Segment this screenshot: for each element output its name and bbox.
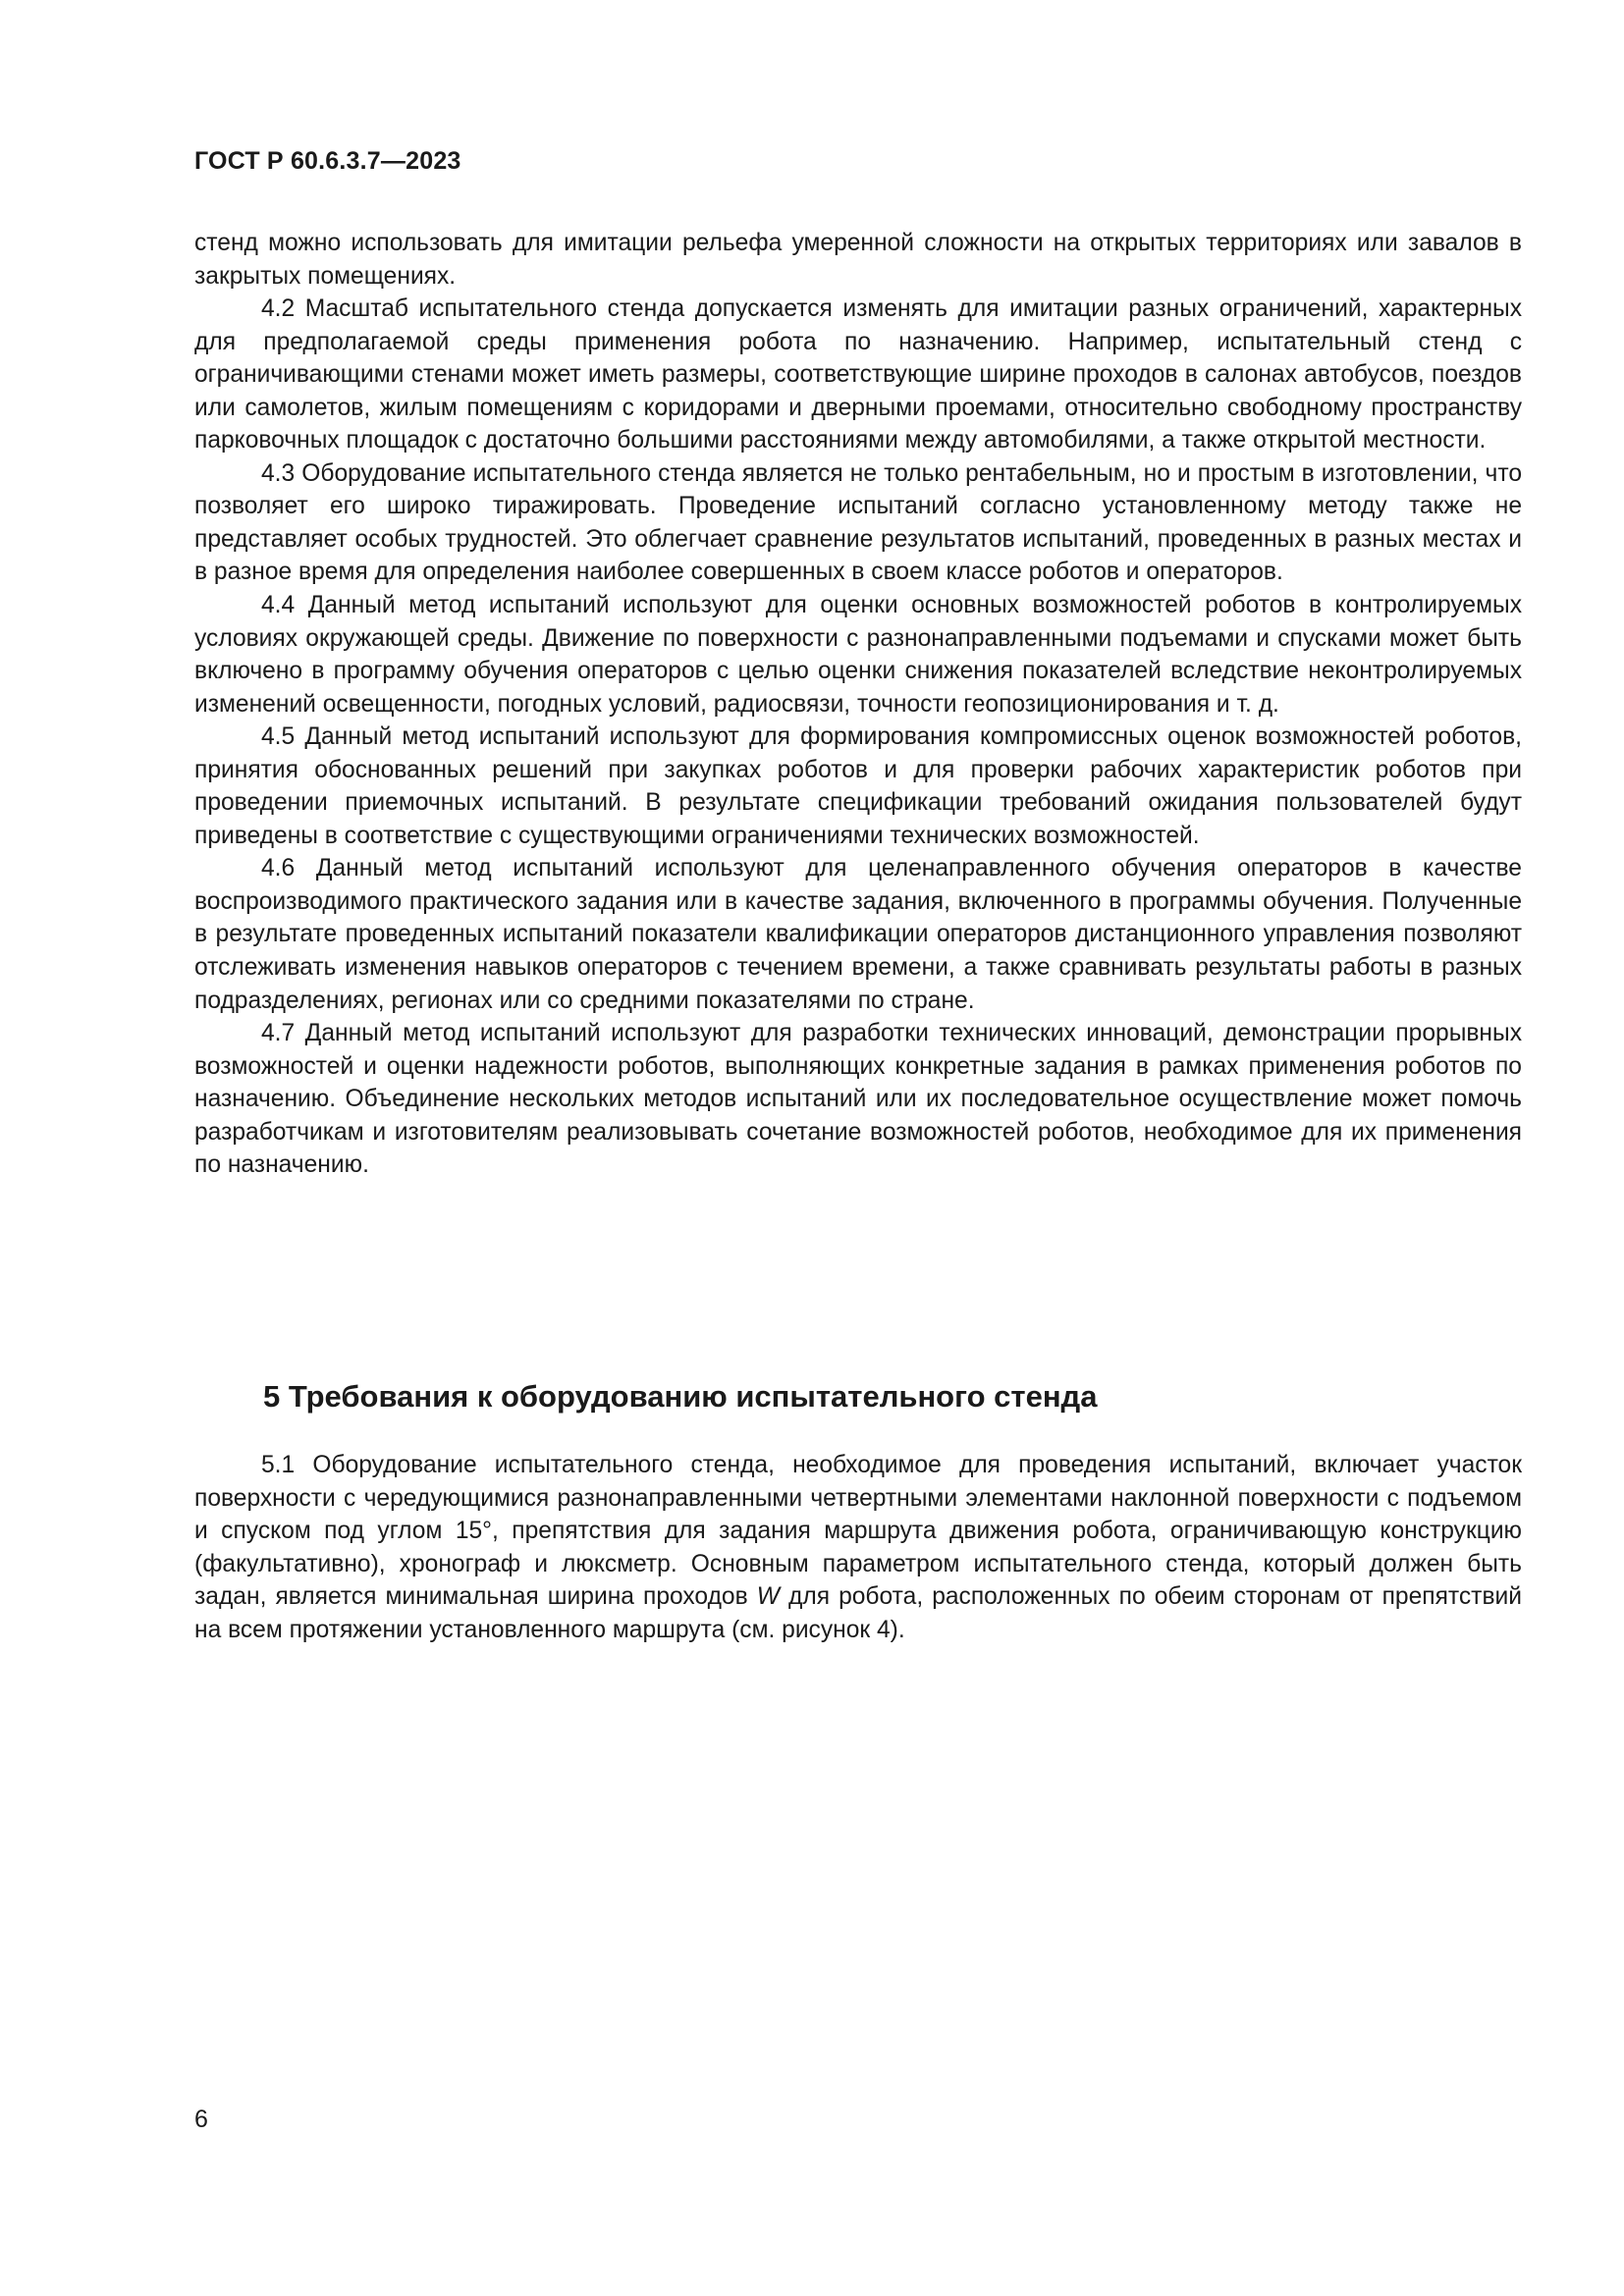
paragraph-4-2: 4.2 Масштаб испытательного стенда допускается изменять для имитации разных ограничений, характерных для предполагаемой среды применения робота по назначению. Например, испытательный стенд с ограничивающими стенами может иметь размеры, соответствующие ширине проходов в салонах автобусов, поездов или самолетов, жилым помещениям с коридорами и дверными проемами, относительно свободному пространству парковочных площадок с достаточно большими расстояниями между автомобилями, а также открытой местности. bbox=[194, 295, 1522, 454]
paragraph-4-4: 4.4 Данный метод испытаний используют для оценки основных возможностей роботов в контролируемых условиях окружающей среды. Движение по поверхности с разнонаправленными подъемами и спусками может быть включено в программу обучения операторов с целью оценки снижения показателей вследствие неконтролируемых изменений освещенности, погодных условий, радиосвязи, точности геопозиционирования и т. д. bbox=[194, 592, 1522, 718]
paragraph-4-6: 4.6 Данный метод испытаний используют для целенаправленного обучения операторов в качестве воспроизводимого практического задания или в качестве задания, включенного в программы обучения. Полученные в результате проведенных испытаний показатели квалификации операторов дистанционного управления позволяют отслеживать изменения навыков операторов с течением времени, а также сравнивать результаты работы в разных подразделениях, регионах или со средними показателями по стране. bbox=[194, 855, 1522, 1014]
paragraph-5-1 bbox=[194, 1449, 1522, 1646]
paragraph-4-7: 4.7 Данный метод испытаний используют для разработки технических инноваций, демонстрации прорывных возможностей и оценки надежности роботов, выполняющих конкретные задания в рамках применения роботов по назначению. Объединение нескольких методов испытаний или их последовательное осуществление может помочь разработчикам и изготовителям реализовывать сочетание возможностей роботов, необходимое для их применения по назначению. bbox=[194, 1020, 1522, 1179]
paragraph-5-1-text-start: 5.1 Оборудование испытательного стенда, необходимое для проведения испытаний, включает участок поверхности с чередующимися разнонаправленными четвертными элементами наклонной поверхности с подъемом и спуском под углом 15°, препятствия для задания маршрута движения робота, ограничивающую конструкцию (факультативно), хронограф и люксметр. Основным параметром испытательного стенда, который должен быть задан, является минимальная ширина проходов bbox=[194, 1452, 1522, 1611]
paragraph-4-3: 4.3 Оборудование испытательного стенда является не только рентабельным, но и простым в изготовлении, что позволяет его широко тиражировать. Проведение испытаний согласно установленному методу также не представляет особых трудностей. Это облегчает сравнение результатов испытаний, проведенных в разных местах и в разное время для определения наиболее совершенных в своем классе роботов и операторов. bbox=[194, 459, 1522, 586]
section-5-heading: 5 Требования к оборудованию испытательного стенда bbox=[263, 1379, 1098, 1414]
section-5-body bbox=[194, 1449, 1522, 1646]
page-number: 6 bbox=[194, 2106, 208, 2133]
width-variable: W bbox=[756, 1583, 780, 1611]
document-header: ГОСТ Р 60.6.3.7—2023 bbox=[194, 147, 461, 175]
paragraph-5-1-text-end: для робота, расположенных по обеим сторонам от препятствий на всем протяжении установленного маршрута (см. рисунок 4). bbox=[194, 1583, 1522, 1643]
paragraph-continuation: стенд можно использовать для имитации рельефа умеренной сложности на открытых территориях или завалов в закрытых помещениях. bbox=[194, 230, 1522, 290]
document-body bbox=[194, 227, 1522, 1182]
paragraph-4-5: 4.5 Данный метод испытаний используют для формирования компромиссных оценок возможностей роботов, принятия обоснованных решений при закупках роботов и для проверки рабочих характеристик роботов при проведении приемочных испытаний. В результате спецификации требований ожидания пользователей будут приведены в соответствие с существующими ограничениями технических возможностей. bbox=[194, 723, 1522, 849]
